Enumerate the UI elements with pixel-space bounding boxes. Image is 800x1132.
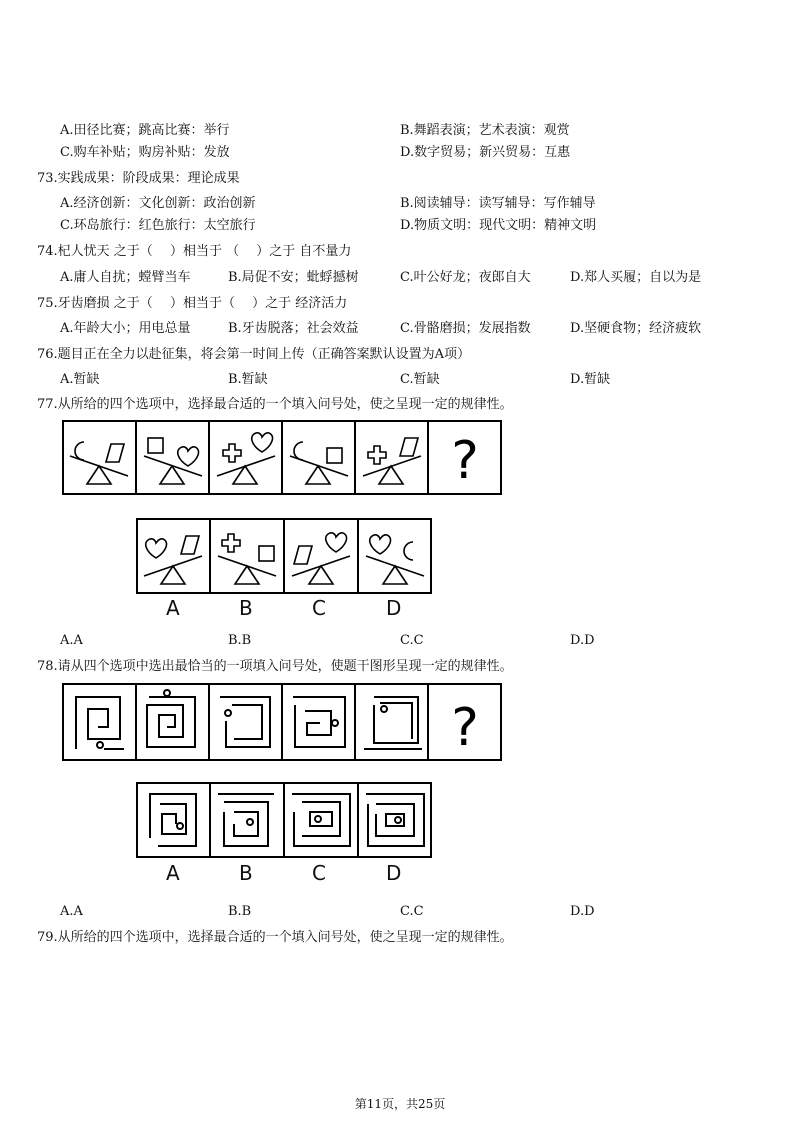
q77-option-d: D.D [570, 633, 595, 648]
q77-stem-figure [62, 420, 502, 495]
q72-option-d: D.数字贸易；新兴贸易：互惠 [400, 145, 571, 160]
q77-label-c: C [312, 596, 326, 620]
q78-label-d: D [386, 861, 402, 885]
q76-stem: 76.题目正在全力以赴征集，将会第一时间上传（正确答案默认设置为A项） [37, 347, 471, 362]
q78-stem: 78.请从四个选项中选出最恰当的一项填入问号处，使题干图形呈现一定的规律性。 [37, 659, 513, 674]
q74-option-a: A.庸人自扰；螳臂当车 [60, 270, 191, 285]
q77-option-a: A.A [60, 633, 83, 648]
q77-option-b: B.B [228, 633, 252, 648]
q78-option-b: B.B [228, 904, 252, 919]
page-number-footer: 第11页，共25页 [354, 1097, 446, 1111]
q77-options-figure [136, 518, 432, 594]
q72-option-b: B.舞蹈表演；艺术表演：观赏 [400, 123, 570, 138]
q77-option-c: C.C [400, 633, 424, 648]
q76-option-b: B.暂缺 [228, 372, 268, 387]
q79-stem: 79.从所给的四个选项中，选择最合适的一个填入问号处，使之呈现一定的规律性。 [37, 930, 513, 945]
q74-option-d: D.郑人买履；自以为是 [570, 270, 702, 285]
q75-option-d: D.坚硬食物；经济疲软 [570, 321, 702, 336]
q78-option-c: C.C [400, 904, 424, 919]
q77-label-a: A [166, 596, 180, 620]
q73-option-a: A.经济创新：文化创新：政治创新 [60, 196, 256, 211]
q73-option-c: C.环岛旅行：红色旅行：太空旅行 [60, 218, 256, 233]
q73-stem: 73.实践成果：阶段成果：理论成果 [37, 171, 240, 186]
q76-option-c: C.暂缺 [400, 372, 440, 387]
q75-option-b: B.牙齿脱落；社会效益 [228, 321, 359, 336]
q74-option-b: B.局促不安；蚍蜉撼树 [228, 270, 359, 285]
q78-label-a: A [166, 861, 180, 885]
q78-question-mark: ? [451, 698, 479, 758]
q76-option-d: D.暂缺 [570, 372, 611, 387]
q77-label-b: B [239, 596, 253, 620]
q78-stem-figure [62, 683, 502, 761]
q78-option-d: D.D [570, 904, 595, 919]
q78-label-b: B [239, 861, 253, 885]
q75-option-c: C.骨骼磨损；发展指数 [400, 321, 531, 336]
q73-option-b: B.阅读辅导：读写辅导：写作辅导 [400, 196, 596, 211]
q72-option-c: C.购车补贴；购房补贴：发放 [60, 145, 230, 160]
q77-question-mark: ? [451, 431, 479, 491]
q77-stem: 77.从所给的四个选项中，选择最合适的一个填入问号处，使之呈现一定的规律性。 [37, 397, 513, 412]
q77-label-d: D [386, 596, 402, 620]
q74-option-c: C.叶公好龙；夜郎自大 [400, 270, 531, 285]
q75-option-a: A.年龄大小；用电总量 [60, 321, 191, 336]
q72-option-a: A.田径比赛；跳高比赛：举行 [60, 123, 230, 138]
q73-option-d: D.物质文明：现代文明：精神文明 [400, 218, 597, 233]
q74-stem: 74.杞人忧天 之于（ ）相当于 （ ）之于 自不量力 [37, 244, 352, 259]
q78-label-c: C [312, 861, 326, 885]
q78-option-a: A.A [60, 904, 83, 919]
q78-options-figure [136, 782, 432, 858]
q75-stem: 75.牙齿磨损 之于（ ）相当于（ ）之于 经济活力 [37, 296, 348, 311]
q76-option-a: A.暂缺 [60, 372, 100, 387]
